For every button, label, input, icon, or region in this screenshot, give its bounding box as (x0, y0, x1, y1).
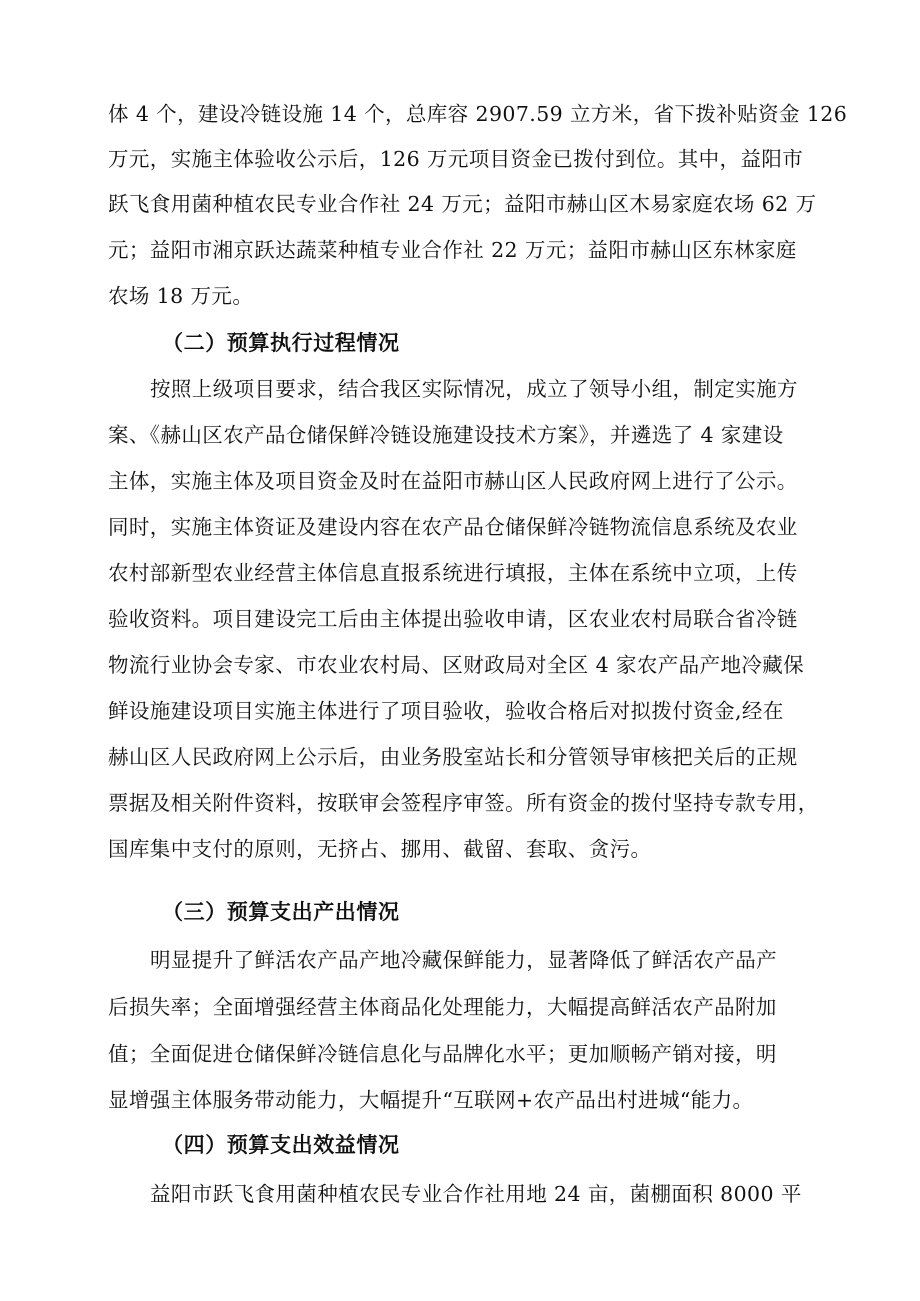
paragraph-line: 案、《赫山区农产品仓储保鲜冷链设施建设技术方案》，并遴选了 4 家建设 (108, 423, 784, 447)
paragraph-line: 票据及相关附件资料，按联审会签程序审签。所有资金的拨付坚持专款专用， (108, 791, 819, 815)
paragraph-line: 元；益阳市湘京跃达蔬菜种植专业合作社 22 万元；益阳市赫山区东林家庭 (108, 238, 797, 262)
paragraph-line: 后损失率；全面增强经营主体商品化处理能力，大幅提高鲜活农产品附加 (108, 995, 777, 1019)
paragraph-line: 按照上级项目要求，结合我区实际情况，成立了领导小组，制定实施方 (150, 377, 798, 401)
section-heading-budget-execution: （二）预算执行过程情况 (162, 331, 400, 355)
paragraph-line: 国库集中支付的原则，无挤占、挪用、截留、套取、贪污。 (108, 837, 652, 861)
paragraph-line: 同时，实施主体资证及建设内容在农产品仓储保鲜冷链物流信息系统及农业 (108, 515, 798, 539)
paragraph-line: 明显提升了鲜活农产品产地冷藏保鲜能力，显著降低了鲜活农产品产 (150, 948, 777, 972)
paragraph-line: 值；全面促进仓储保鲜冷链信息化与品牌化水平；更加顺畅产销对接，明 (108, 1042, 777, 1066)
paragraph-line: 万元，实施主体验收公示后，126 万元项目资金已拨付到位。其中，益阳市 (108, 147, 804, 171)
paragraph-line: 显增强主体服务带动能力，大幅提升“互联网+农产品出村进城“能力。 (108, 1088, 754, 1112)
paragraph-line: 物流行业协会专家、市农业农村局、区财政局对全区 4 家农产品产地冷藏保 (108, 653, 805, 677)
section-heading-budget-benefit: （四）预算支出效益情况 (162, 1133, 400, 1157)
paragraph-line: 农场 18 万元。 (108, 284, 254, 308)
paragraph-line: 体 4 个，建设冷链设施 14 个，总库容 2907.59 立方米，省下拨补贴资金 126 (108, 102, 848, 126)
paragraph-line: 赫山区人民政府网上公示后，由业务股室站长和分管领导审核把关后的正规 (108, 745, 798, 769)
paragraph-line: 益阳市跃飞食用菌种植农民专业合作社用地 24 亩，菌棚面积 8000 平 (150, 1182, 802, 1206)
paragraph-line: 主体，实施主体及项目资金及时在益阳市赫山区人民政府网上进行了公示。 (108, 469, 798, 493)
paragraph-line: 验收资料。项目建设完工后由主体提出验收申请，区农业农村局联合省冷链 (108, 607, 798, 631)
paragraph-line: 鲜设施建设项目实施主体进行了项目验收，验收合格后对拟拨付资金,经在 (108, 699, 784, 723)
paragraph-line: 跃飞食用菌种植农民专业合作社 24 万元；益阳市赫山区木易家庭农场 62 万 (108, 192, 817, 216)
section-heading-budget-output: （三）预算支出产出情况 (162, 900, 400, 924)
paragraph-line: 农村部新型农业经营主体信息直报系统进行填报，主体在系统中立项，上传 (108, 561, 798, 585)
